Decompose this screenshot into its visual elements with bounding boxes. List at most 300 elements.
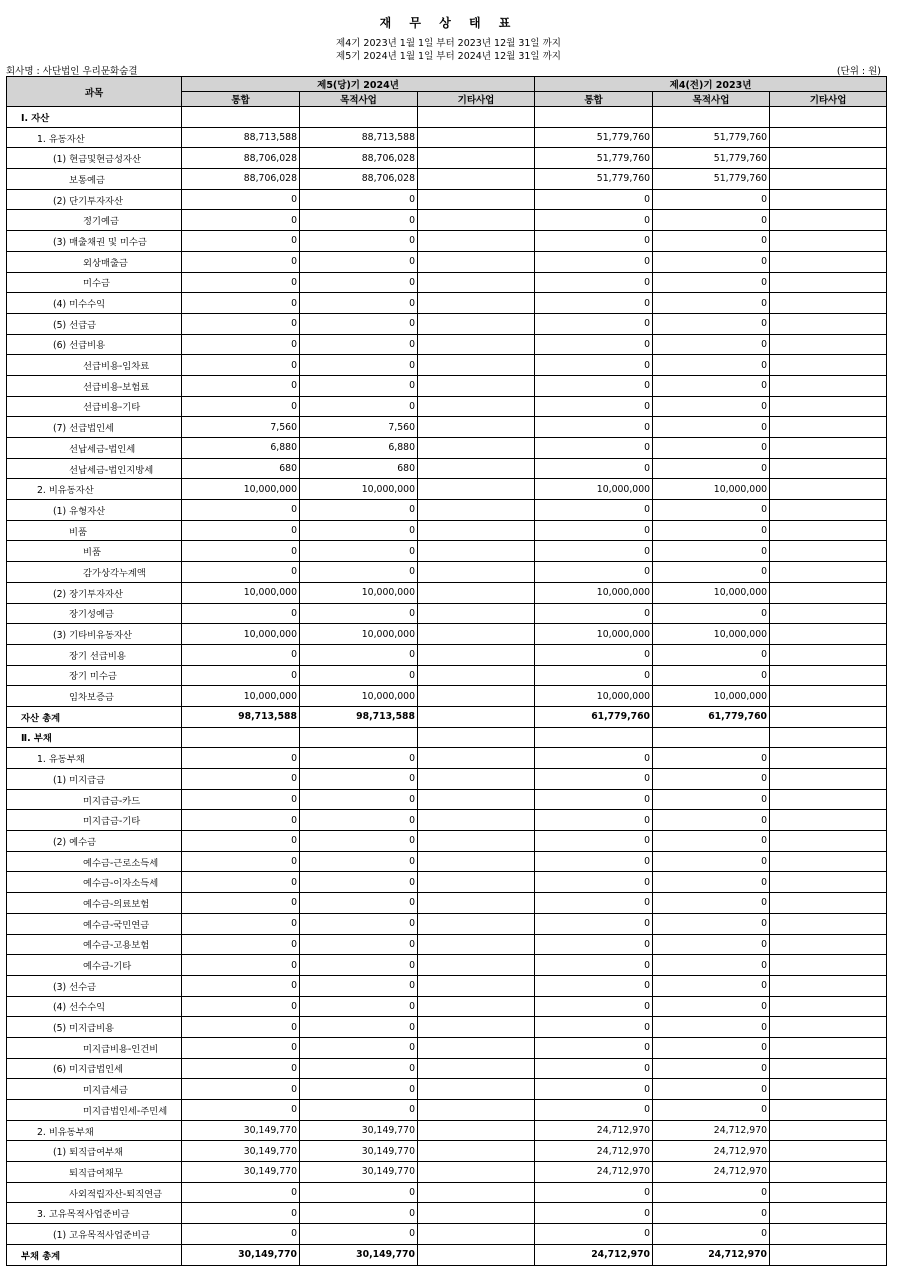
cell-value: 0 [300, 562, 418, 583]
table-row [7, 665, 887, 686]
cell-value: 0 [653, 975, 770, 996]
cell-value: 0 [535, 458, 653, 479]
row-label: 선급비용-기타 [7, 396, 182, 417]
cell-value [418, 1224, 535, 1245]
row-label: 예수금-국민연금 [7, 913, 182, 934]
header-col: 목적사업 [653, 92, 770, 107]
cell-value: 0 [535, 438, 653, 459]
cell-value: 0 [535, 1203, 653, 1224]
table-row [7, 375, 887, 396]
cell-value [418, 375, 535, 396]
cell-value: 0 [535, 913, 653, 934]
cell-value [770, 1182, 887, 1203]
cell-value: 0 [182, 396, 300, 417]
table-row [7, 313, 887, 334]
table-row [7, 1162, 887, 1183]
table-row [7, 1079, 887, 1100]
table-row [7, 975, 887, 996]
row-label: (3) 기타비유동자산 [7, 624, 182, 645]
cell-value: 0 [182, 1203, 300, 1224]
cell-value [535, 727, 653, 748]
cell-value: 0 [535, 934, 653, 955]
cell-value: 0 [300, 955, 418, 976]
cell-value: 51,779,760 [653, 148, 770, 169]
table-row [7, 996, 887, 1017]
row-label: 정기예금 [7, 210, 182, 231]
table-row [7, 810, 887, 831]
cell-value [770, 582, 887, 603]
cell-value [418, 1141, 535, 1162]
cell-value [770, 500, 887, 521]
row-label: 미지급금-기타 [7, 810, 182, 831]
cell-value: 0 [535, 272, 653, 293]
cell-value: 10,000,000 [535, 624, 653, 645]
cell-value [418, 1100, 535, 1121]
table-body [7, 107, 887, 1266]
table-row [7, 893, 887, 914]
cell-value: 0 [535, 665, 653, 686]
table-row [7, 107, 887, 128]
cell-value [182, 727, 300, 748]
row-label: 선납세금-법인지방세 [7, 458, 182, 479]
cell-value: 10,000,000 [182, 624, 300, 645]
row-label: 미지급금-카드 [7, 789, 182, 810]
cell-value: 0 [535, 1017, 653, 1038]
cell-value: 0 [182, 603, 300, 624]
cell-value [770, 148, 887, 169]
cell-value [418, 893, 535, 914]
table-row [7, 272, 887, 293]
cell-value [770, 189, 887, 210]
header-col: 통합 [182, 92, 300, 107]
cell-value: 0 [300, 1182, 418, 1203]
cell-value: 10,000,000 [653, 582, 770, 603]
cell-value: 10,000,000 [300, 624, 418, 645]
table-row [7, 1224, 887, 1245]
cell-value [300, 727, 418, 748]
cell-value [418, 148, 535, 169]
cell-value [770, 1120, 887, 1141]
row-label: 장기 미수금 [7, 665, 182, 686]
table-row [7, 1203, 887, 1224]
cell-value [770, 562, 887, 583]
cell-value: 0 [535, 603, 653, 624]
cell-value: 0 [182, 375, 300, 396]
cell-value: 0 [182, 893, 300, 914]
cell-value [418, 686, 535, 707]
cell-value: 0 [653, 1203, 770, 1224]
cell-value: 24,712,970 [653, 1244, 770, 1265]
cell-value: 0 [182, 1182, 300, 1203]
cell-value [770, 334, 887, 355]
table-row [7, 127, 887, 148]
cell-value [418, 665, 535, 686]
cell-value [770, 686, 887, 707]
cell-value: 0 [300, 189, 418, 210]
cell-value: 0 [300, 603, 418, 624]
cell-value [418, 107, 535, 128]
cell-value: 0 [300, 665, 418, 686]
cell-value [418, 231, 535, 252]
row-label: (7) 선급법인세 [7, 417, 182, 438]
cell-value [770, 769, 887, 790]
cell-value: 0 [300, 810, 418, 831]
cell-value: 0 [182, 1079, 300, 1100]
cell-value: 0 [653, 1079, 770, 1100]
cell-value [770, 872, 887, 893]
cell-value: 0 [653, 375, 770, 396]
cell-value: 680 [182, 458, 300, 479]
cell-value: 0 [653, 189, 770, 210]
cell-value: 7,560 [182, 417, 300, 438]
cell-value: 0 [182, 644, 300, 665]
row-label: 선급비용-보험료 [7, 375, 182, 396]
cell-value: 0 [182, 975, 300, 996]
cell-value: 30,149,770 [182, 1141, 300, 1162]
row-label: 보통예금 [7, 169, 182, 190]
table-row [7, 1120, 887, 1141]
cell-value [770, 644, 887, 665]
cell-value: 0 [300, 996, 418, 1017]
table-row [7, 500, 887, 521]
table-row [7, 769, 887, 790]
cell-value [418, 355, 535, 376]
cell-value: 0 [653, 355, 770, 376]
cell-value: 7,560 [300, 417, 418, 438]
balance-sheet-table [6, 76, 887, 1266]
cell-value: 0 [535, 748, 653, 769]
cell-value [418, 1182, 535, 1203]
cell-value [418, 293, 535, 314]
cell-value [770, 975, 887, 996]
table-row [7, 644, 887, 665]
cell-value: 0 [535, 789, 653, 810]
row-label: (1) 미지급금 [7, 769, 182, 790]
cell-value [770, 996, 887, 1017]
cell-value: 0 [535, 251, 653, 272]
cell-value [418, 500, 535, 521]
cell-value: 0 [182, 562, 300, 583]
cell-value: 51,779,760 [535, 169, 653, 190]
header-col: 통합 [535, 92, 653, 107]
cell-value [770, 375, 887, 396]
cell-value [535, 107, 653, 128]
cell-value: 0 [300, 293, 418, 314]
cell-value: 0 [653, 603, 770, 624]
row-label: Ⅰ. 자산 [7, 107, 182, 128]
cell-value [418, 975, 535, 996]
header-prior-period: 제4(전)기 2023년 [535, 77, 887, 92]
cell-value: 0 [182, 520, 300, 541]
cell-value [653, 727, 770, 748]
cell-value [770, 1203, 887, 1224]
cell-value: 10,000,000 [653, 686, 770, 707]
cell-value: 0 [653, 872, 770, 893]
cell-value: 0 [535, 1224, 653, 1245]
table-row [7, 1037, 887, 1058]
cell-value [418, 1244, 535, 1265]
cell-value: 24,712,970 [535, 1120, 653, 1141]
cell-value: 0 [653, 955, 770, 976]
row-label: 예수금-고용보험 [7, 934, 182, 955]
cell-value: 30,149,770 [300, 1120, 418, 1141]
cell-value [770, 210, 887, 231]
cell-value: 0 [535, 1037, 653, 1058]
cell-value: 0 [182, 665, 300, 686]
cell-value [770, 272, 887, 293]
cell-value: 88,713,588 [182, 127, 300, 148]
cell-value: 0 [182, 334, 300, 355]
row-label: 외상매출금 [7, 251, 182, 272]
row-label: 예수금-이자소득세 [7, 872, 182, 893]
row-label: 3. 고유목적사업준비금 [7, 1203, 182, 1224]
cell-value [418, 955, 535, 976]
row-label: 감가상각누계액 [7, 562, 182, 583]
table-row [7, 727, 887, 748]
cell-value: 30,149,770 [182, 1120, 300, 1141]
cell-value: 0 [653, 1224, 770, 1245]
cell-value [418, 644, 535, 665]
cell-value: 0 [535, 810, 653, 831]
header-col: 기타사업 [770, 92, 887, 107]
cell-value: 0 [535, 769, 653, 790]
cell-value [770, 913, 887, 934]
row-label: 부채 총계 [7, 1244, 182, 1265]
cell-value: 0 [535, 955, 653, 976]
cell-value [770, 1224, 887, 1245]
row-label: 미지급법인세-주민세 [7, 1100, 182, 1121]
cell-value: 0 [182, 789, 300, 810]
cell-value [418, 1203, 535, 1224]
cell-value: 98,713,588 [182, 706, 300, 727]
cell-value [770, 127, 887, 148]
row-label: (6) 미지급법인세 [7, 1058, 182, 1079]
cell-value: 0 [535, 541, 653, 562]
cell-value: 0 [300, 500, 418, 521]
header-current-period: 제5(당)기 2024년 [182, 77, 535, 92]
cell-value: 0 [300, 1100, 418, 1121]
cell-value: 0 [535, 975, 653, 996]
cell-value: 680 [300, 458, 418, 479]
cell-value: 0 [653, 251, 770, 272]
cell-value: 0 [300, 210, 418, 231]
cell-value [770, 1037, 887, 1058]
cell-value: 0 [653, 1100, 770, 1121]
cell-value [770, 231, 887, 252]
cell-value: 10,000,000 [300, 479, 418, 500]
cell-value [770, 851, 887, 872]
table-row [7, 210, 887, 231]
cell-value: 30,149,770 [300, 1141, 418, 1162]
cell-value: 0 [182, 872, 300, 893]
row-label: (2) 단기투자자산 [7, 189, 182, 210]
cell-value: 0 [300, 375, 418, 396]
cell-value: 0 [535, 851, 653, 872]
table-row [7, 1058, 887, 1079]
cell-value: 88,713,588 [300, 127, 418, 148]
cell-value: 0 [182, 913, 300, 934]
cell-value [418, 313, 535, 334]
cell-value: 51,779,760 [653, 169, 770, 190]
row-label: 사외적립자산-퇴직연금 [7, 1182, 182, 1203]
cell-value: 24,712,970 [535, 1162, 653, 1183]
cell-value [418, 769, 535, 790]
cell-value [770, 1162, 887, 1183]
table-row [7, 706, 887, 727]
cell-value: 0 [300, 355, 418, 376]
cell-value: 24,712,970 [535, 1244, 653, 1265]
cell-value: 0 [182, 541, 300, 562]
cell-value [770, 438, 887, 459]
cell-value [418, 748, 535, 769]
cell-value [418, 210, 535, 231]
row-label: Ⅱ. 부채 [7, 727, 182, 748]
table-row [7, 1017, 887, 1038]
cell-value: 10,000,000 [182, 582, 300, 603]
cell-value: 0 [535, 334, 653, 355]
cell-value: 0 [535, 562, 653, 583]
cell-value: 0 [182, 955, 300, 976]
cell-value: 10,000,000 [182, 479, 300, 500]
row-label: 예수금-의료보험 [7, 893, 182, 914]
cell-value: 0 [182, 210, 300, 231]
cell-value: 0 [653, 562, 770, 583]
cell-value [418, 624, 535, 645]
cell-value: 61,779,760 [653, 706, 770, 727]
cell-value [770, 1017, 887, 1038]
row-label: (2) 장기투자자산 [7, 582, 182, 603]
cell-value [418, 1120, 535, 1141]
cell-value: 10,000,000 [535, 686, 653, 707]
cell-value [418, 706, 535, 727]
header-col: 기타사업 [418, 92, 535, 107]
cell-value: 98,713,588 [300, 706, 418, 727]
cell-value: 0 [653, 996, 770, 1017]
table-row [7, 686, 887, 707]
cell-value [770, 396, 887, 417]
row-label: 예수금-기타 [7, 955, 182, 976]
cell-value: 0 [535, 500, 653, 521]
cell-value: 61,779,760 [535, 706, 653, 727]
cell-value: 0 [182, 293, 300, 314]
cell-value [770, 1244, 887, 1265]
cell-value: 88,706,028 [300, 148, 418, 169]
cell-value: 0 [300, 748, 418, 769]
cell-value [770, 313, 887, 334]
cell-value [418, 541, 535, 562]
row-label: 퇴직급여채무 [7, 1162, 182, 1183]
cell-value [418, 458, 535, 479]
cell-value: 0 [653, 458, 770, 479]
cell-value: 0 [535, 644, 653, 665]
cell-value: 0 [653, 1037, 770, 1058]
cell-value [418, 851, 535, 872]
table-row [7, 355, 887, 376]
row-label: (1) 현금및현금성자산 [7, 148, 182, 169]
cell-value: 0 [653, 520, 770, 541]
cell-value: 0 [535, 396, 653, 417]
cell-value: 0 [300, 1224, 418, 1245]
row-label: (3) 선수금 [7, 975, 182, 996]
cell-value [770, 169, 887, 190]
cell-value: 0 [653, 810, 770, 831]
table-row [7, 603, 887, 624]
cell-value [418, 127, 535, 148]
row-label: 비품 [7, 520, 182, 541]
table-row [7, 562, 887, 583]
cell-value: 0 [300, 872, 418, 893]
cell-value: 0 [182, 851, 300, 872]
cell-value: 0 [300, 231, 418, 252]
cell-value: 0 [300, 272, 418, 293]
cell-value: 24,712,970 [535, 1141, 653, 1162]
header-col: 목적사업 [300, 92, 418, 107]
cell-value [770, 955, 887, 976]
cell-value: 0 [300, 520, 418, 541]
cell-value: 0 [653, 934, 770, 955]
cell-value: 0 [653, 272, 770, 293]
cell-value: 0 [300, 975, 418, 996]
cell-value: 0 [653, 769, 770, 790]
table-row [7, 396, 887, 417]
cell-value [770, 520, 887, 541]
cell-value [418, 417, 535, 438]
table-row [7, 293, 887, 314]
cell-value: 0 [182, 1224, 300, 1245]
table-row [7, 189, 887, 210]
cell-value [418, 1162, 535, 1183]
cell-value: 0 [182, 272, 300, 293]
cell-value [770, 810, 887, 831]
cell-value [418, 831, 535, 852]
cell-value [418, 520, 535, 541]
document-title: 재 무 상 태 표 [379, 16, 518, 30]
row-label: (5) 미지급비용 [7, 1017, 182, 1038]
cell-value: 88,706,028 [182, 169, 300, 190]
cell-value: 0 [653, 851, 770, 872]
row-label: 2. 비유동자산 [7, 479, 182, 500]
cell-value: 0 [535, 1100, 653, 1121]
cell-value [418, 727, 535, 748]
row-label: 2. 비유동부채 [7, 1120, 182, 1141]
row-label: 미지급비용-인건비 [7, 1037, 182, 1058]
row-label: 비품 [7, 541, 182, 562]
table-row [7, 458, 887, 479]
table-row [7, 872, 887, 893]
row-label: 자산 총계 [7, 706, 182, 727]
row-label: 임차보증금 [7, 686, 182, 707]
cell-value: 0 [653, 748, 770, 769]
cell-value: 10,000,000 [535, 582, 653, 603]
cell-value: 0 [300, 893, 418, 914]
cell-value [770, 417, 887, 438]
cell-value: 0 [653, 831, 770, 852]
cell-value: 0 [535, 417, 653, 438]
cell-value: 6,880 [182, 438, 300, 459]
cell-value: 0 [535, 1182, 653, 1203]
cell-value: 0 [300, 644, 418, 665]
cell-value: 0 [653, 313, 770, 334]
cell-value: 0 [653, 1058, 770, 1079]
cell-value: 0 [300, 396, 418, 417]
table-row [7, 789, 887, 810]
company-name: 회사명 : 사단법인 우리문화숨결 [6, 66, 138, 77]
cell-value [770, 458, 887, 479]
cell-value: 0 [653, 293, 770, 314]
cell-value: 51,779,760 [535, 148, 653, 169]
cell-value [653, 107, 770, 128]
cell-value [300, 107, 418, 128]
